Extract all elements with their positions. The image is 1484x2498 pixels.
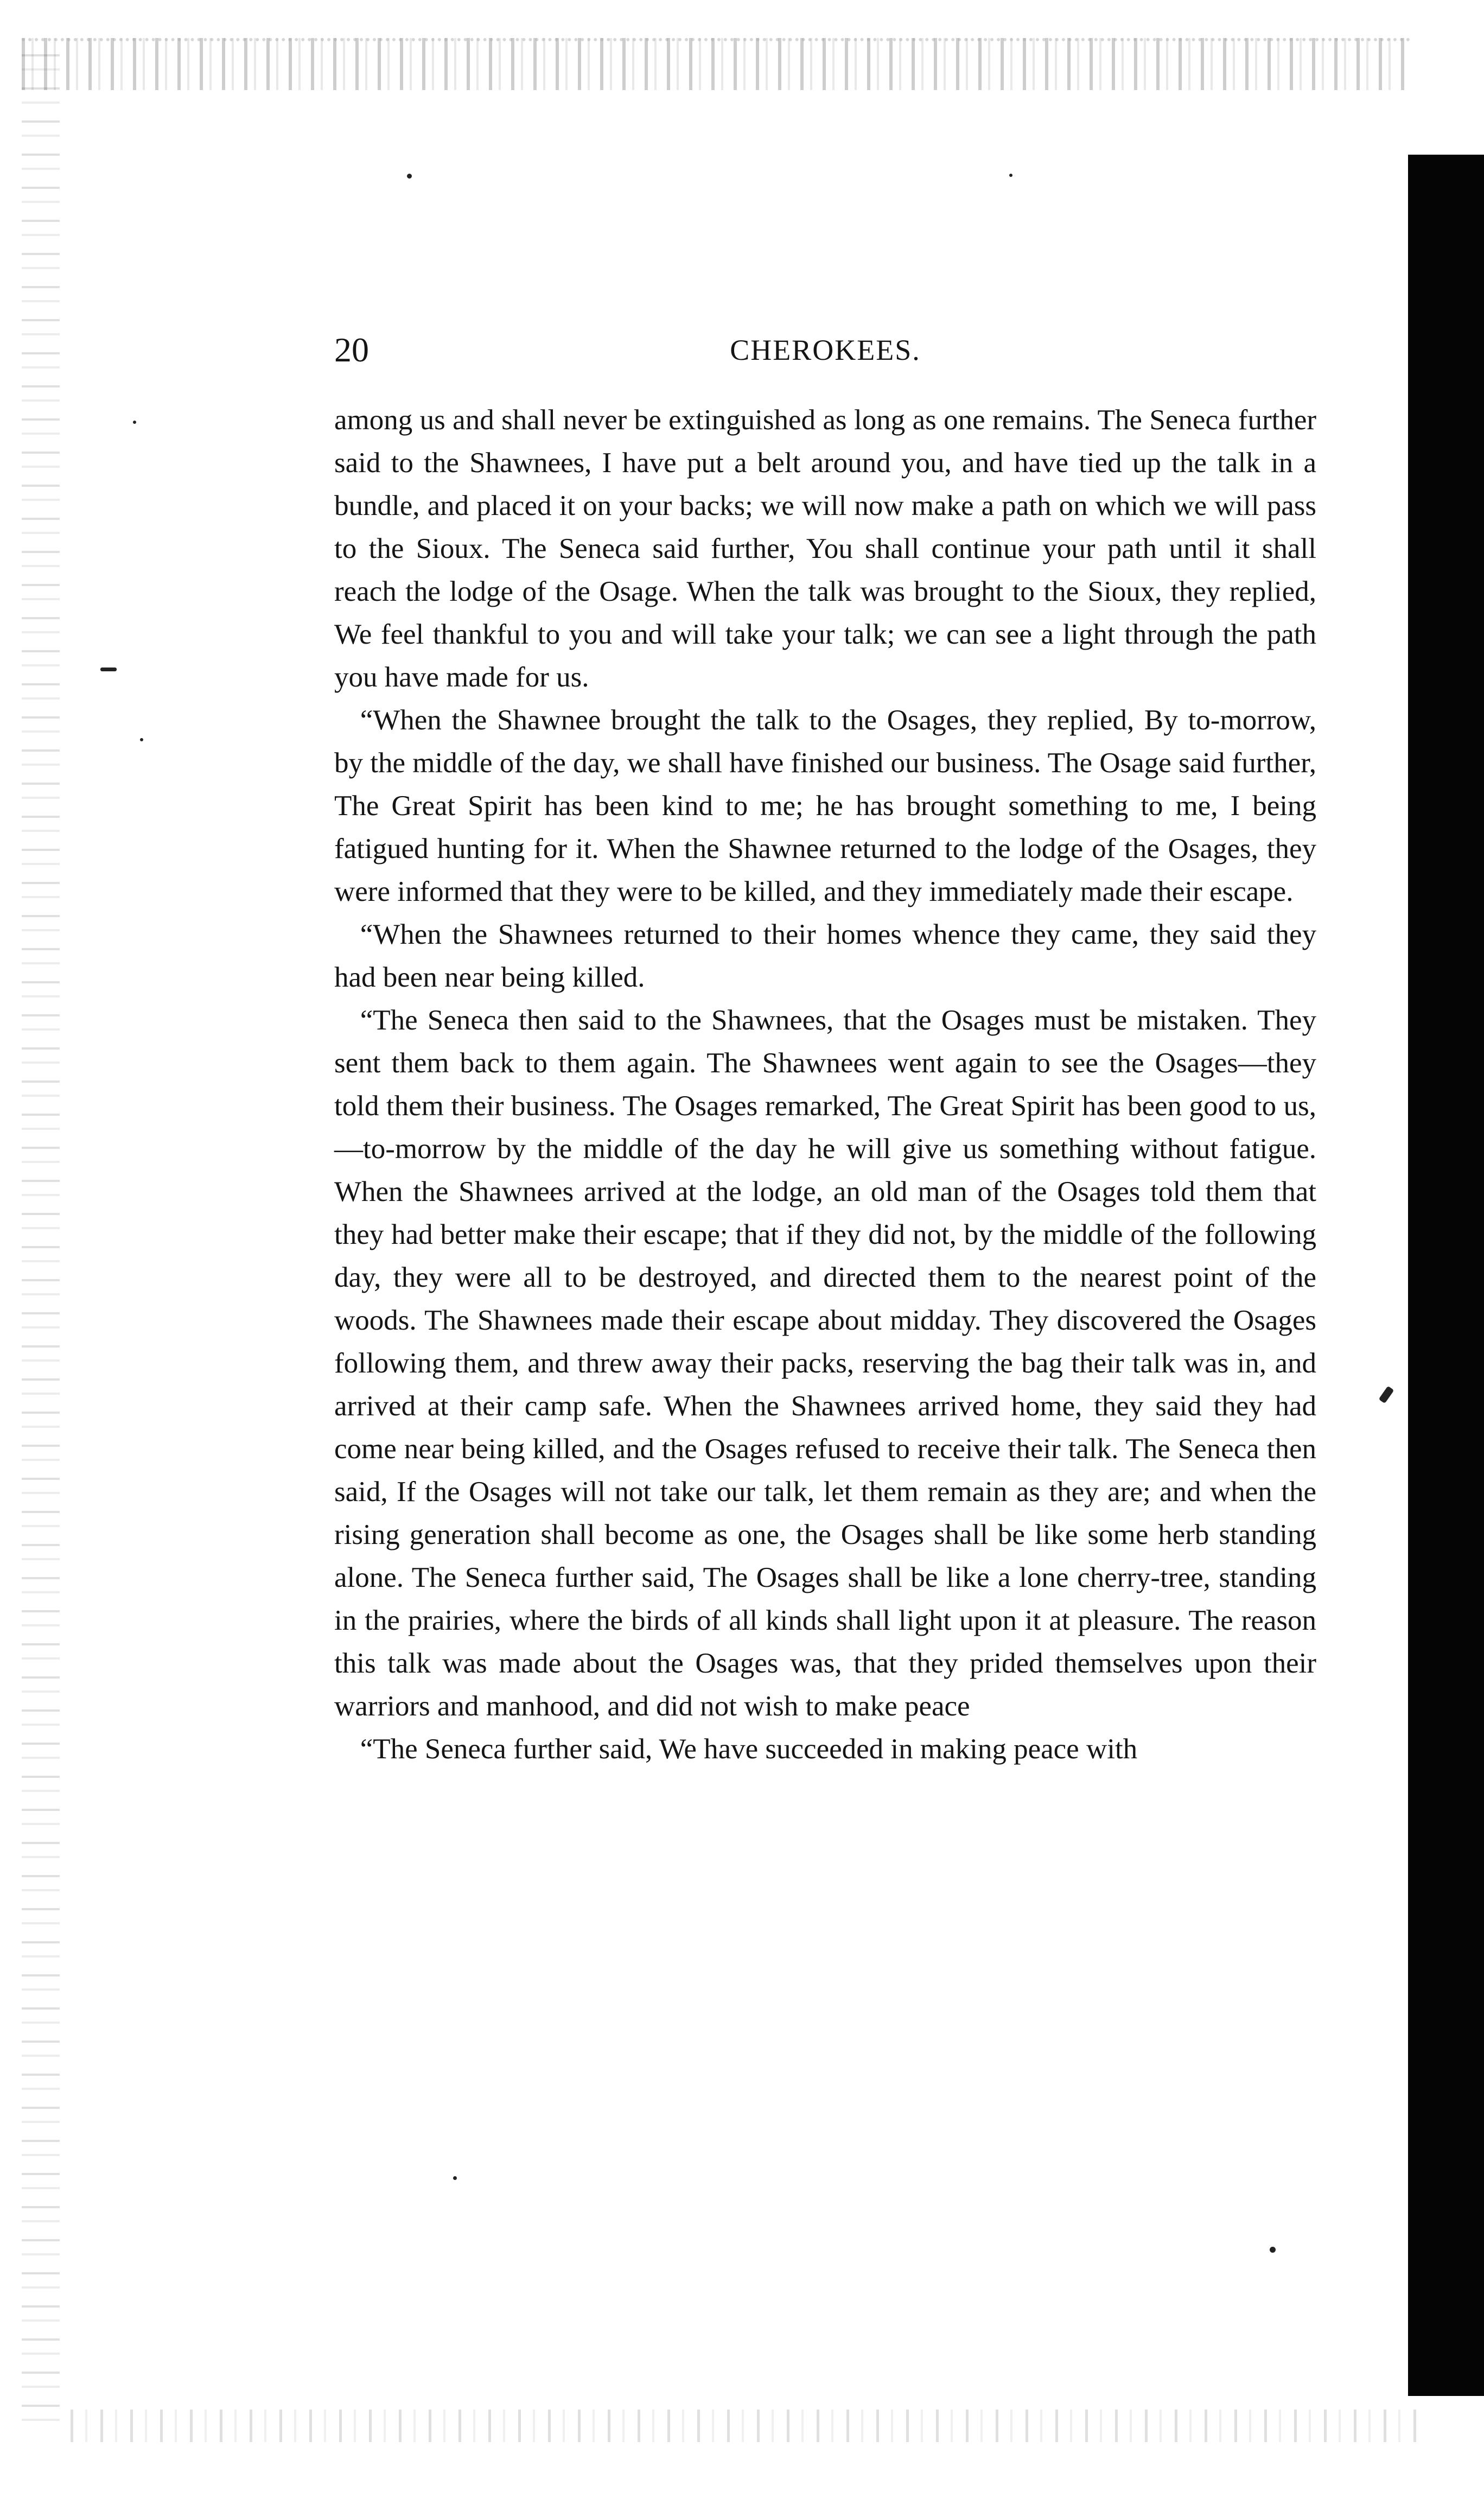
page-number: 20 <box>334 330 369 369</box>
body-text <box>334 399 1316 1771</box>
page-header <box>334 326 1316 374</box>
ink-speck <box>453 2176 457 2180</box>
ink-speck <box>100 668 117 671</box>
ink-speck <box>1379 1386 1394 1404</box>
paragraph: “The Seneca then said to the Shawnees, that the Osages must be mistaken. They sent them back to them again. The Shawnees went again to see the Osages—they told them their business. The Osages remarked, The Great Spirit has been good to us,—to-morrow by the middle of the day he will give us something without fatigue. When the Shawnees arrived at the lodge, an old man of the Osages told them that they had better make their escape; that if they did not, by the middle of the following day, they were all to be destroyed, and directed them to the nearest point of the woods. The Shawnees made their escape about midday. They discovered the Osages following them, and threw away their packs, reserving the bag their talk was in, and arrived at their camp safe. When the Shawnees arrived home, they said they had come near being killed, and the Osages refused to receive their talk. The Seneca then said, If the Osages will not take our talk, let them remain as they are; and when the rising generation shall become as one, the Osages shall be like some herb standing alone. The Seneca further said, The Osages shall be like a lone cherry-tree, standing in the prairies, where the birds of all kinds shall light upon it at pleasure. The reason this talk was made about the Osages was, that they prided themselves upon their warriors and manhood, and did not wish to make peace <box>334 1005 1316 1722</box>
ink-speck <box>140 738 143 741</box>
scan-border-top <box>22 38 1411 90</box>
scan-shadow-bar <box>1408 155 1484 2396</box>
scan-border-left <box>22 54 60 2431</box>
paragraph: “When the Shawnees returned to their homes whence they came, they said they had been near being killed. <box>334 919 1316 993</box>
scan-border-bottom <box>71 2410 1427 2442</box>
paragraph: “The Seneca further said, We have succeeded in making peace with <box>360 1733 1138 1765</box>
paragraph: “When the Shawnee brought the talk to the Osages, they replied, By to-morrow, by the middle of the day, we shall have finished our business. The Osage said further, The Great Spirit has been kind to me; he has brought something to me, I being fatigued hunting for it. When the Shawnee returned to the lodge of the Osages, they were informed that they were to be killed, and they immediately made their escape. <box>334 704 1316 907</box>
ink-speck <box>1009 174 1012 177</box>
ink-speck <box>407 174 412 179</box>
paragraph: among us and shall never be extinguished as long as one remains. The Seneca further said to the Shawnees, I have put a belt around you, and have tied up the talk in a bundle, and placed it on your backs; we will now make a path on which we will pass to the Sioux. The Seneca said further, You shall continue your path until it shall reach the lodge of the Osage. When the talk was brought to the Sioux, they replied, We feel thankful to you and will take your talk; we can see a light through the path you have made for us. <box>334 404 1316 693</box>
ink-speck <box>133 421 136 424</box>
running-head: CHEROKEES. <box>730 334 921 366</box>
ink-speck <box>1270 2247 1276 2253</box>
